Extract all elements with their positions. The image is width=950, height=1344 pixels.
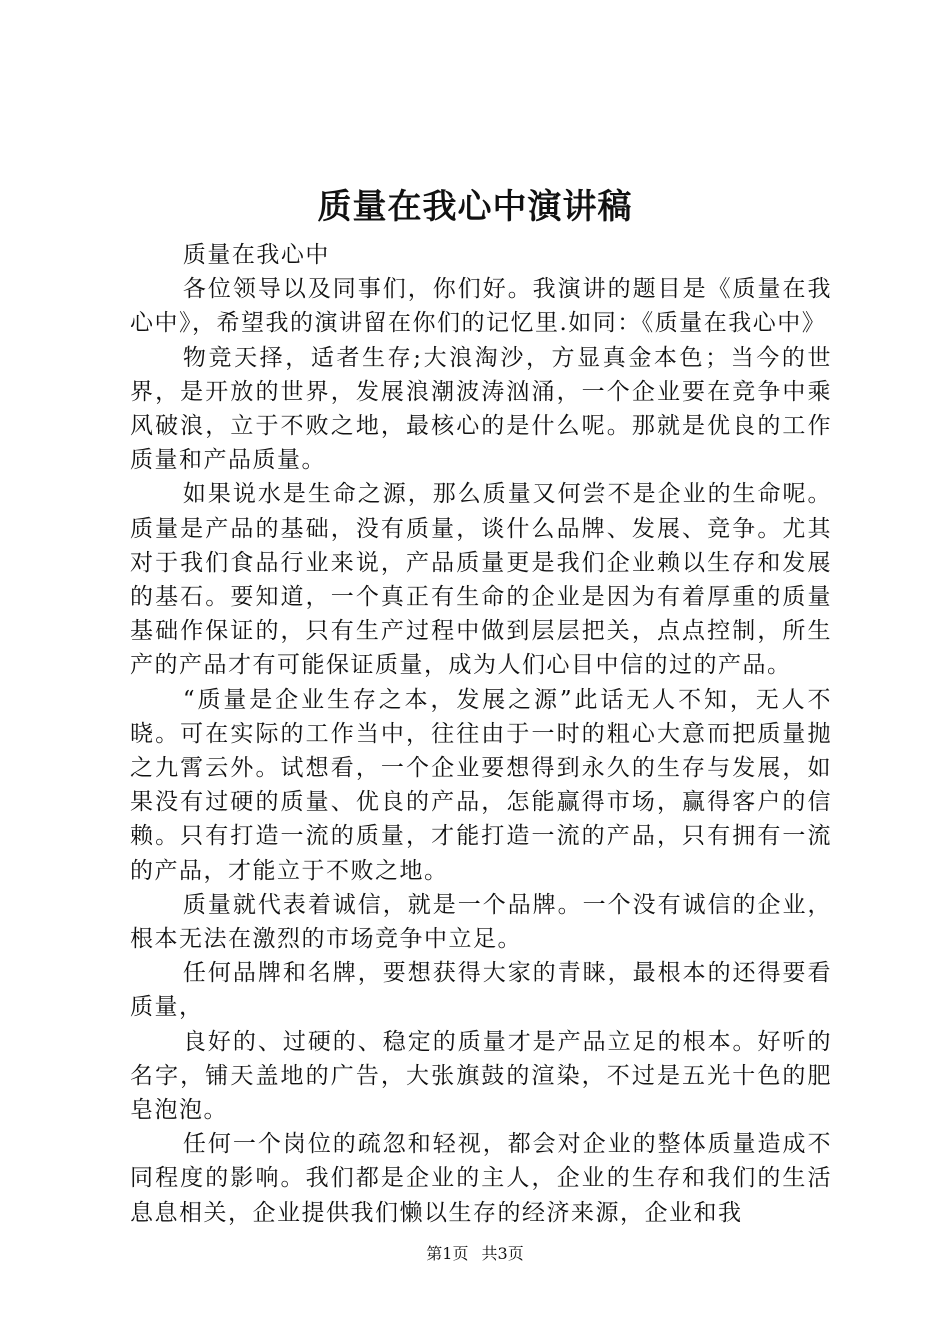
paragraph: 物竞天择，适者生存;大浪淘沙，方显真金本色；当今的世界，是开放的世界，发展浪潮波涛汹涌，一个企业要在竞争中乘风破浪，立于不败之地，最核心的是什么呢。那就是优良的工作质量和产品质量。 [130, 344, 832, 474]
document-title: 质量在我心中演讲稿 [317, 187, 633, 227]
page-number: 第1页 [426, 1244, 469, 1263]
paragraph: 质量就代表着诚信，就是一个品牌。一个没有诚信的企业，根本无法在激烈的市场竞争中立足。 [130, 891, 832, 953]
document-body [130, 238, 832, 1230]
paragraph: 任何品牌和名牌，要想获得大家的青睐，最根本的还得要看质量， [130, 960, 832, 1021]
paragraph: 任何一个岗位的疏忽和轻视，都会对企业的整体质量造成不同程度的影响。我们都是企业的主人，企业的生存和我们的生活息息相关，企业提供我们懒以生存的经济来源，企业和我 [130, 1131, 832, 1226]
paragraph: 良好的、过硬的、稳定的质量才是产品立足的根本。好听的名字，铺天盖地的广告，大张旗鼓的渲染，不过是五光十色的肥皂泡泡。 [130, 1028, 832, 1124]
paragraph: “质量是企业生存之本，发展之源”此话无人不知，无人不晓。可在实际的工作当中，往往由于一时的粗心大意而把质量抛之九霄云外。试想看，一个企业要想得到永久的生存与发展，如果没有过硬的质量、优良的产品，怎能赢得市场，赢得客户的信赖。只有打造一流的质量，才能打造一流的产品，只有拥有一流的产品，才能立于不败之地。 [130, 686, 832, 884]
page-total: 共3页 [481, 1244, 524, 1263]
paragraph: 各位领导以及同事们，你们好。我演讲的题目是《质量在我心中》，希望我的演讲留在你们的记忆里.如同：《质量在我心中》 [130, 276, 832, 337]
page-footer [0, 1243, 950, 1265]
paragraph: 质量在我心中 [182, 242, 330, 268]
paragraph: 如果说水是生命之源，那么质量又何尝不是企业的生命呢。质量是产品的基础，没有质量，谈什么品牌、发展、竞争。尤其对于我们食品行业来说，产品质量更是我们企业赖以生存和发展的基石。要知道，一个真正有生命的企业是因为有着厚重的质量基础作保证的，只有生产过程中做到层层把关，点点控制，所生产的产品才有可能保证质量，成为人们心目中信的过的产品。 [130, 481, 832, 679]
